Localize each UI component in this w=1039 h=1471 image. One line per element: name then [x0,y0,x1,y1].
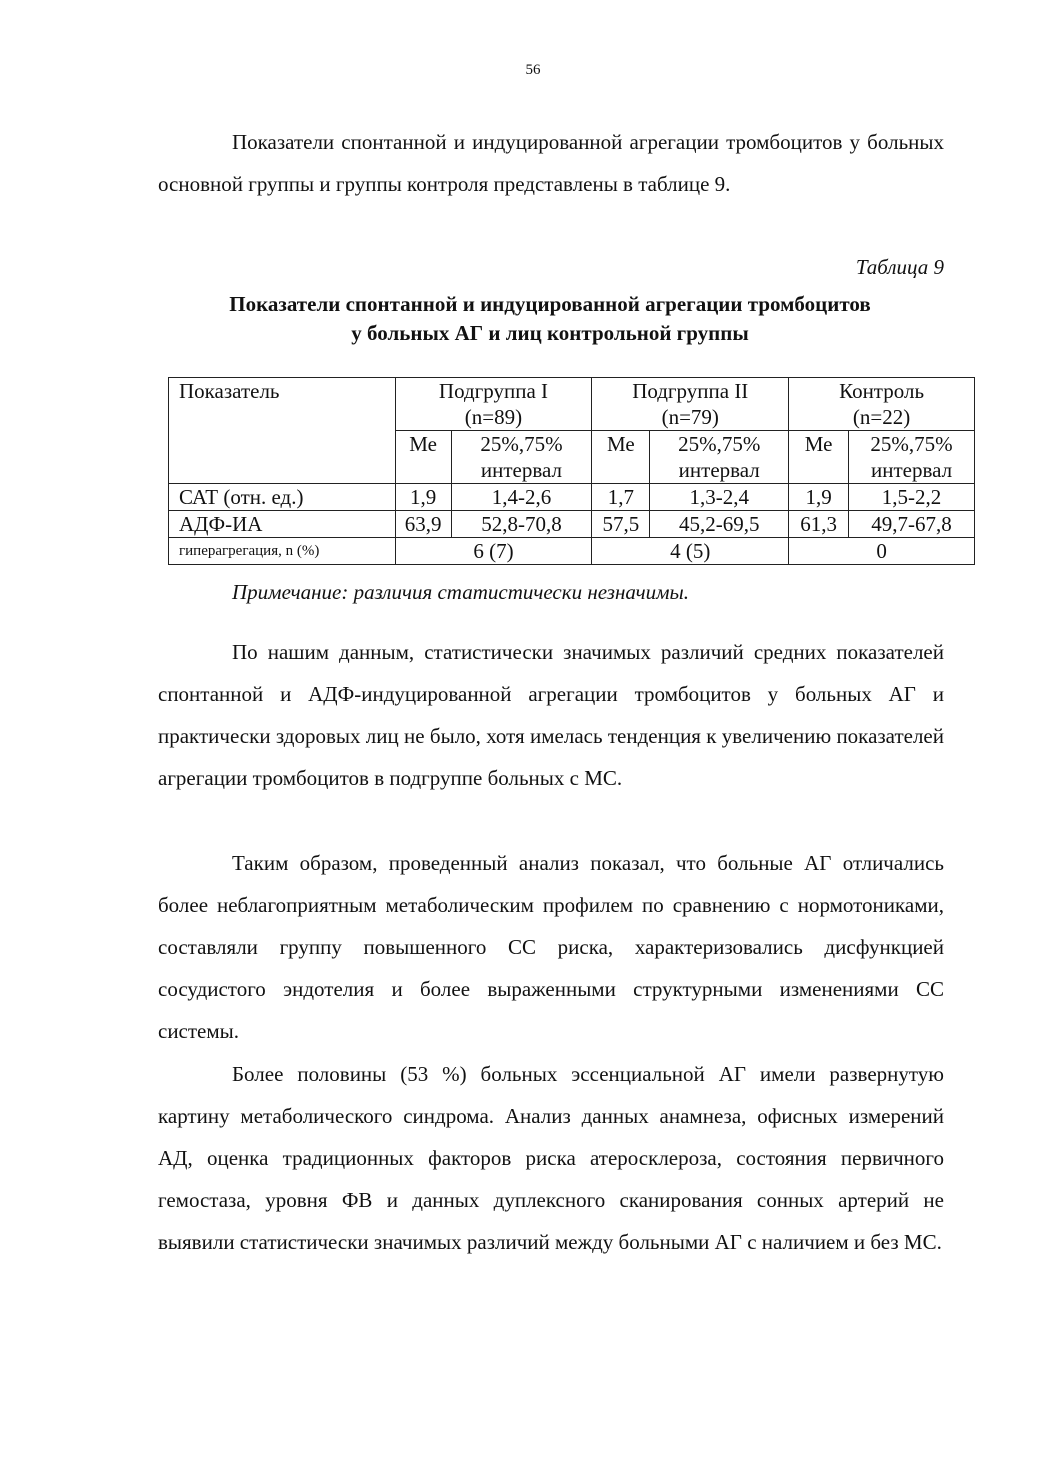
table-title [120,290,980,348]
cell-value: 1,3-2,4 [650,484,789,511]
group-n: (n=22) [852,405,911,429]
interval-line1: 25%,75% [870,432,953,456]
cell-value: 1,7 [592,484,650,511]
group-name: Подгруппа I [438,379,549,403]
paragraph-intro: Показатели спонтанной и индуцированной агрегации тромбоцитов у больных основной группы и группы контроля представлены в таблице 9. [158,130,944,196]
cell-value: 6 (7) [395,538,592,565]
data-table [168,377,975,565]
header-interval [650,431,789,484]
header-group-control [789,378,975,431]
row-label: АДФ-ИА [169,511,396,538]
paragraph-4: Более половины (53 %) больных эссенциальной АГ имели развернутую картину метаболического синдрома. Анализ данных анамнеза, офисных измерений АД, оценка традиционных факторов риска атеросклероза, состояния первичного гемостаза, уровня ФВ и данных дуплексного сканирования сонных артерий не выявили статистически значимых различий между больными АГ с наличием и без МС. [158,1062,944,1254]
header-group-2 [592,378,789,431]
cell-value: 1,5-2,2 [849,484,975,511]
cell-value: 1,4-2,6 [451,484,592,511]
header-interval [451,431,592,484]
group-name: Подгруппа II [632,379,749,403]
table-label: Таблица 9 [855,255,944,279]
table-row-hyperaggregation [169,538,975,565]
header-me: Ме [395,431,451,484]
group-name: Контроль [839,379,925,403]
page-number: 56 [525,62,541,78]
table-row-adf [169,511,975,538]
table-row-sat [169,484,975,511]
table-note: Примечание: различия статистически незначимы. [232,580,690,604]
header-me: Ме [592,431,650,484]
table-header-row [169,378,975,431]
cell-value: 45,2-69,5 [650,511,789,538]
interval-line1: 25%,75% [678,432,761,456]
header-me: Ме [789,431,849,484]
row-label: гиперагрегация, n (%) [169,538,396,565]
cell-value: 61,3 [789,511,849,538]
interval-line2: интервал [678,458,760,482]
group-n: (n=79) [661,405,719,429]
cell-value: 52,8-70,8 [451,511,592,538]
cell-value: 4 (5) [592,538,789,565]
cell-value: 49,7-67,8 [849,511,975,538]
paragraph-2: По нашим данным, статистически значимых различий средних показателей спонтанной и АДФ-индуцированной агрегации тромбоцитов у больных АГ и практически здоровых лиц не было, хотя имелась тенденция к увеличению показателей агрегации тромбоцитов в подгруппе больных с МС. [158,640,944,790]
header-interval [849,431,975,484]
header-indicator: Показатель [169,378,396,484]
cell-value: 63,9 [395,511,451,538]
interval-line2: интервал [480,458,562,482]
cell-value: 1,9 [789,484,849,511]
paragraph-3: Таким образом, проведенный анализ показал, что больные АГ отличались более неблагоприятным метаболическим профилем по сравнению с нормотониками, составляли группу повышенного СС риска, характеризовались дисфункцией сосудистого эндотелия и более выраженными структурными изменениями СС системы. [158,851,944,1043]
table-title-line2: у больных АГ и лиц контрольной группы [351,321,749,345]
cell-value: 1,9 [395,484,451,511]
table-title-line1: Показатели спонтанной и индуцированной агрегации тромбоцитов [229,292,871,316]
interval-line1: 25%,75% [480,432,563,456]
cell-value: 0 [789,538,975,565]
row-label: САТ (отн. ед.) [169,484,396,511]
interval-line2: интервал [870,458,953,482]
header-group-1 [395,378,592,431]
cell-value: 57,5 [592,511,650,538]
group-n: (n=89) [464,405,523,429]
